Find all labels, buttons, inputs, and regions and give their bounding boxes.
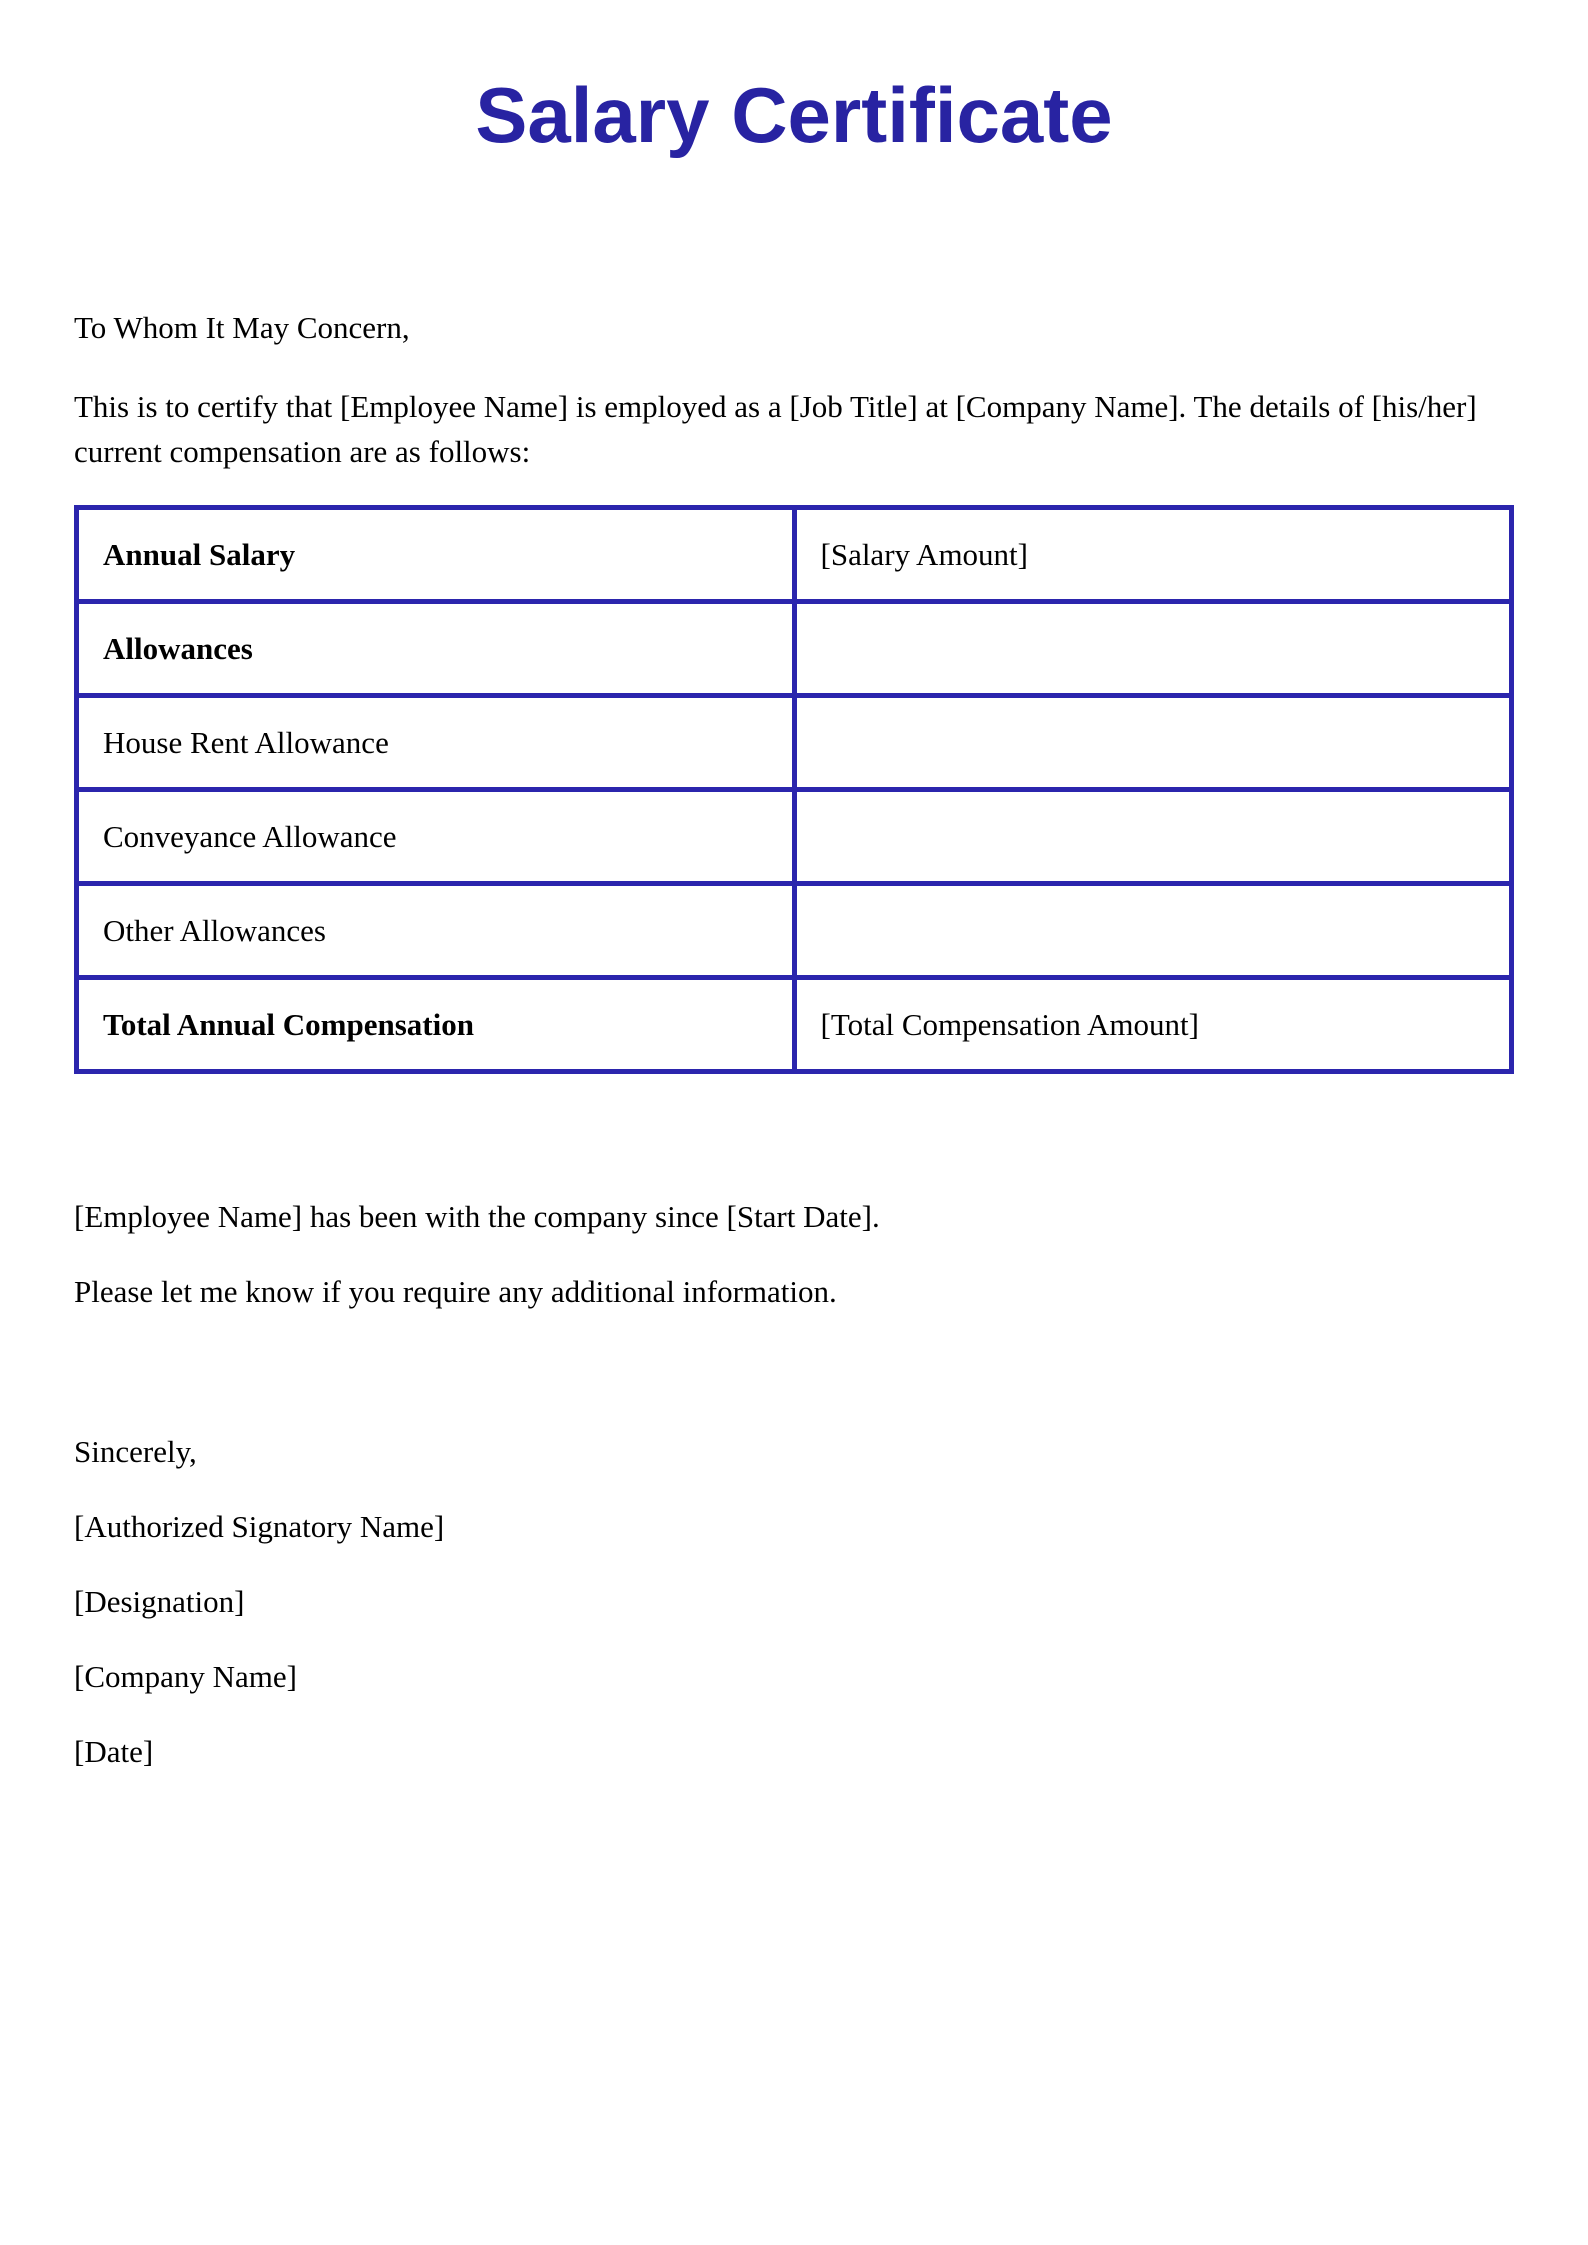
allowances-value-cell bbox=[794, 602, 1512, 696]
conveyance-allowance-value-cell bbox=[794, 790, 1512, 884]
other-allowances-value-cell bbox=[794, 884, 1512, 978]
annual-salary-label-cell: Annual Salary bbox=[77, 508, 795, 602]
table-row bbox=[77, 884, 1512, 978]
house-rent-allowance-value-cell bbox=[794, 696, 1512, 790]
company-name-line: [Company Name] bbox=[74, 1659, 297, 1694]
total-compensation-label-cell: Total Annual Compensation bbox=[77, 978, 795, 1072]
table-row bbox=[77, 696, 1512, 790]
table-row bbox=[77, 508, 1512, 602]
document-body bbox=[0, 305, 1588, 1774]
designation-line: [Designation] bbox=[74, 1584, 245, 1619]
salutation-line: To Whom It May Concern, bbox=[74, 310, 410, 345]
allowances-label-cell: Allowances bbox=[77, 602, 795, 696]
date-line: [Date] bbox=[74, 1734, 154, 1769]
conveyance-allowance-label-cell: Conveyance Allowance bbox=[77, 790, 795, 884]
signatory-name-line: [Authorized Signatory Name] bbox=[74, 1509, 445, 1544]
annual-salary-value-cell: [Salary Amount] bbox=[794, 508, 1512, 602]
closing-line: Please let me know if you require any additional information. bbox=[74, 1274, 837, 1309]
valediction-line: Sincerely, bbox=[74, 1434, 197, 1469]
total-compensation-value-cell: [Total Compensation Amount] bbox=[794, 978, 1512, 1072]
house-rent-allowance-label-cell: House Rent Allowance bbox=[77, 696, 795, 790]
compensation-table bbox=[74, 505, 1514, 1074]
tenure-line: [Employee Name] has been with the company since [Start Date]. bbox=[74, 1199, 880, 1234]
table-row bbox=[77, 978, 1512, 1072]
table-row bbox=[77, 602, 1512, 696]
table-row bbox=[77, 790, 1512, 884]
page-title: Salary Certificate bbox=[475, 71, 1113, 159]
intro-paragraph: This is to certify that [Employee Name] is employed as a [Job Title] at [Company Name]. The details of [his/her] current compensation are as follows: bbox=[74, 389, 1477, 469]
other-allowances-label-cell: Other Allowances bbox=[77, 884, 795, 978]
